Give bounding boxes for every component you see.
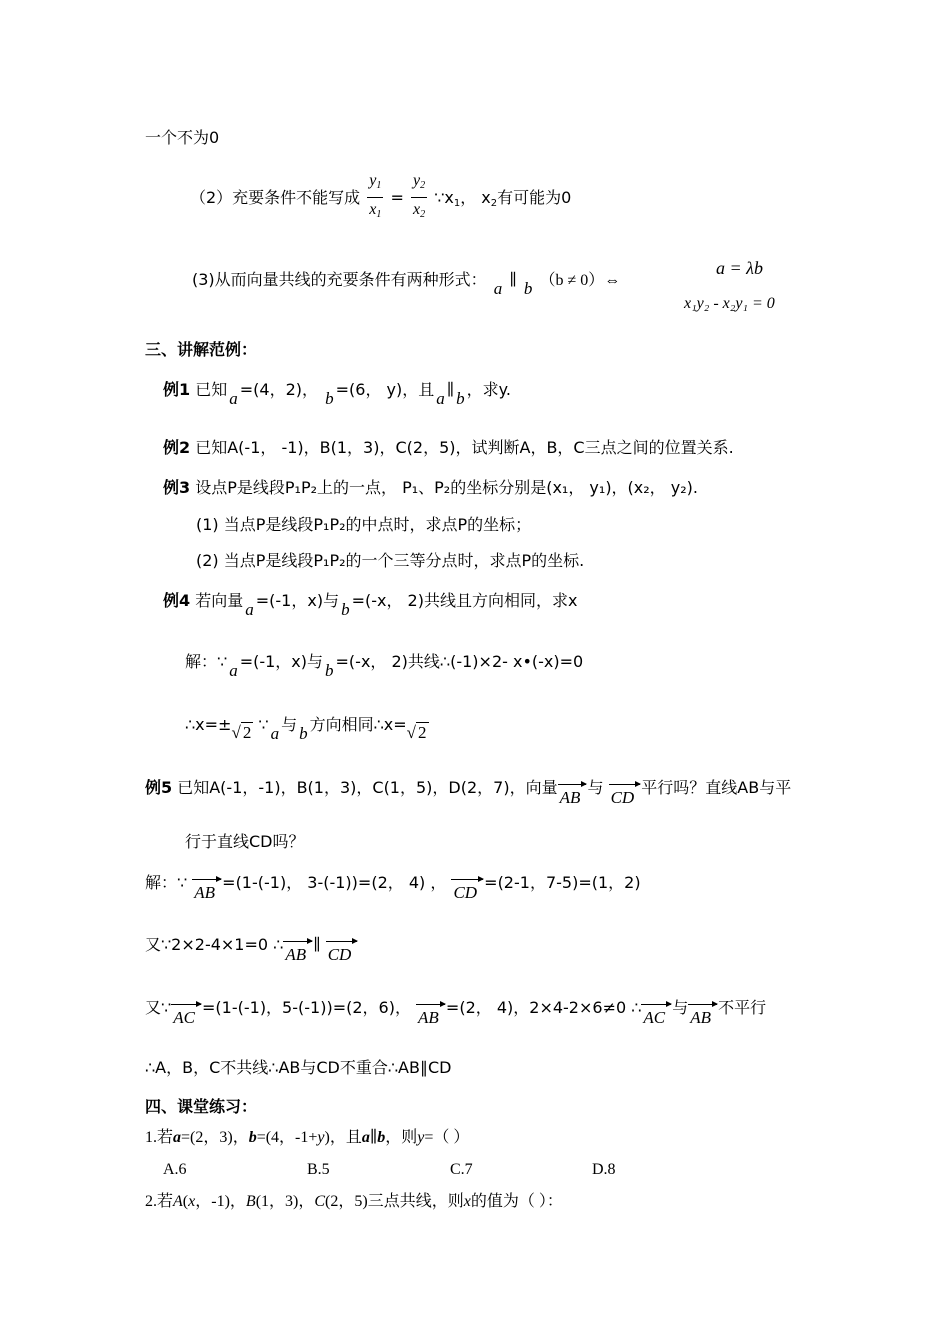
vector-cd: CD <box>453 883 478 902</box>
example-4 <box>163 591 578 619</box>
practice-2 <box>145 1192 563 1212</box>
text: (1，3)， <box>255 1193 315 1210</box>
fraction-y1-x1: $\frac{y_1}{x_1}$ <box>369 172 382 220</box>
example-label: 例1 <box>163 380 191 399</box>
line-text: （2）充要条件不能写成 <box>190 188 361 207</box>
fraction-y2-x2: $\frac{y_2}{x_2}$ <box>412 172 426 220</box>
vector-b: b <box>377 1129 386 1146</box>
example-2 <box>163 438 734 458</box>
var: x <box>412 201 421 218</box>
text-line-3 <box>192 270 621 298</box>
text: =(-x， 2)共线∴(-1)×2- x•(-x)=0 <box>335 652 584 671</box>
text: ( <box>182 1193 189 1210</box>
vector-ab: AB <box>690 1008 712 1027</box>
text: (2，5)三点共线，则 <box>325 1193 464 1210</box>
example-1 <box>163 380 511 408</box>
example-text: 已知A(-1， -1)，B(1，3)，C(2，5)，试判断A，B，C三点之间的位置关系. <box>195 438 734 457</box>
text: )，且 <box>324 1129 362 1146</box>
example-3-q2: (2) 当点P是线段P₁P₂的一个三等分点时，求点P的坐标. <box>196 551 585 570</box>
example-label: 例3 <box>163 478 191 497</box>
sqrt-2: √ 2 <box>231 723 252 742</box>
section-title: 三、讲解范例： <box>145 340 258 359</box>
vector-b: b <box>456 389 465 408</box>
vector-a: a <box>493 279 503 298</box>
vector-a: a <box>361 1129 370 1146</box>
vector-b: b <box>325 389 334 408</box>
text: 2.若 <box>145 1193 174 1210</box>
vector-b: b <box>299 724 308 743</box>
text: =(1-(-1)， 3-(-1))=(2， 4) ， <box>222 873 447 892</box>
sqrt-2: √ 2 <box>406 723 427 742</box>
text: =(-1，x)与 <box>255 591 340 610</box>
example-5-solution-2 <box>145 935 353 964</box>
text: 解：∵ <box>145 873 188 892</box>
equals-sign: = <box>390 188 404 207</box>
vector-ab: AB <box>285 945 307 964</box>
line-text: 有可能为0 <box>497 188 572 207</box>
example-5-solution-3 <box>145 998 767 1027</box>
example-label: 例2 <box>163 438 191 457</box>
text-line-2: （2）充要条件不能写成 $\frac{y_1}{x_1}$ = $\frac{y_2}{x_2}$ $\because x_1$， $x_2$有可能为0 <box>190 170 571 227</box>
text: =(-x， 2)共线且方向相同，求x <box>351 591 578 610</box>
line-text: ， x <box>460 188 491 207</box>
practice-1-option-c: C.7 <box>450 1161 473 1178</box>
text: 的值为（ ）： <box>470 1193 563 1210</box>
formula-top: a = λb <box>716 258 763 278</box>
line-text: ∵x <box>434 188 454 207</box>
radicand: 2 <box>418 723 427 742</box>
var: x <box>369 201 377 218</box>
point: C <box>314 1193 326 1210</box>
example-5-line-2: 行于直线CD吗？ <box>185 832 305 851</box>
vector-a: a <box>245 600 254 619</box>
practice-1-option-d: D.8 <box>592 1161 616 1178</box>
example-4-solution-2 <box>185 715 429 743</box>
formula-bottom: x₁y₂ - x₂y₁ = 0 <box>684 295 775 312</box>
var: y <box>412 172 421 189</box>
example-3-q1: (1) 当点P是线段P₁P₂的中点时，求点P的坐标； <box>196 515 532 534</box>
section-title: 四、课堂练习： <box>145 1097 258 1116</box>
text: 方向相同∴x= <box>309 715 407 734</box>
text: =(2，3)， <box>181 1129 249 1146</box>
example-3 <box>163 478 698 498</box>
example-5-solution-4: ∴A，B，C不共线∴AB与CD不重合∴AB∥CD <box>145 1058 452 1077</box>
text: 解：∵ <box>185 652 228 671</box>
point: B <box>245 1193 256 1210</box>
vector-ab: AB <box>559 788 581 807</box>
text: =(1-(-1)，5-(-1))=(2，6)， <box>202 998 411 1017</box>
var: x <box>463 1193 471 1210</box>
vector-ac: AC <box>173 1008 195 1027</box>
vector-ac: AC <box>643 1008 666 1027</box>
vector-ab: AB <box>194 883 216 902</box>
example-text: 设点P是线段P₁P₂上的一点， P₁、P₂的坐标分别是(x₁， y₁)，(x₂， y₂). <box>195 478 698 497</box>
var: y <box>369 172 377 189</box>
vector-cd: CD <box>327 945 352 964</box>
parallel-sign: ∥ <box>313 937 321 954</box>
vector-cd: CD <box>610 788 635 807</box>
text: =(6， y)，且 <box>335 380 435 399</box>
condition: （b ≠ 0）⇔ <box>539 272 621 289</box>
vector-a: a <box>229 389 238 408</box>
practice-1-option-b: B.5 <box>307 1161 330 1178</box>
practice-1-option-a: A.6 <box>163 1161 187 1178</box>
text: 与 <box>587 778 604 797</box>
vector-b: b <box>325 661 334 680</box>
text: 又∵ <box>145 998 172 1017</box>
text: =(-1，x)与 <box>239 652 324 671</box>
vector-ab: AB <box>418 1008 439 1027</box>
var: x <box>188 1193 196 1210</box>
text: ，则 <box>385 1129 418 1146</box>
text: =(4，-1+ <box>256 1129 318 1146</box>
parallel-sign: ∥ <box>369 1129 378 1146</box>
text: 1.若 <box>145 1129 174 1146</box>
point: A <box>173 1193 183 1210</box>
text: 若向量 <box>195 591 244 610</box>
example-label: 例4 <box>163 591 191 610</box>
example-4-solution-1 <box>185 652 584 680</box>
example-5-solution-1 <box>145 873 641 902</box>
vector-b: b <box>523 279 533 298</box>
text: ∴x=± <box>185 715 232 734</box>
text-line-1 <box>145 128 219 148</box>
parallel-sign: ∥ <box>446 382 455 399</box>
text: =(2， 4)，2×4-2×6≠0 ∴ <box>445 998 642 1017</box>
line-text: (3)从而向量共线的充要条件有两种形式： <box>192 270 487 289</box>
text: 又∵2×2-4×1=0 ∴ <box>145 935 284 954</box>
text: 不平行 <box>718 998 767 1017</box>
vector-a: a <box>270 724 280 743</box>
example-label: 例5 <box>145 778 173 797</box>
vector-a: a <box>173 1129 182 1146</box>
text: 已知 <box>195 380 228 399</box>
var: y <box>317 1129 325 1146</box>
text: 已知A(-1，-1)，B(1，3)，C(1，5)，D(2，7)，向量 <box>177 778 558 797</box>
text: =(4，2)， <box>239 380 319 399</box>
parallel-sign: ∥ <box>509 272 517 289</box>
radicand: 2 <box>242 723 252 742</box>
text: ，求y. <box>466 380 511 399</box>
text: ∵ <box>258 715 269 734</box>
text: 与 <box>281 715 298 734</box>
vector-a: a <box>229 661 238 680</box>
vector-b: b <box>341 600 350 619</box>
example-5 <box>145 778 792 807</box>
text: ，-1)， <box>195 1193 246 1210</box>
text: =（ ） <box>424 1129 470 1146</box>
text: 平行吗？直线AB与平 <box>641 778 792 797</box>
vector-b: b <box>248 1129 257 1146</box>
vector-a: a <box>436 389 445 408</box>
line-text: 一个不为0 <box>145 128 220 147</box>
text: =(2-1，7-5)=(1，2) <box>484 873 641 892</box>
var: y <box>417 1129 425 1146</box>
practice-1 <box>145 1128 469 1148</box>
text: 与 <box>672 998 689 1017</box>
